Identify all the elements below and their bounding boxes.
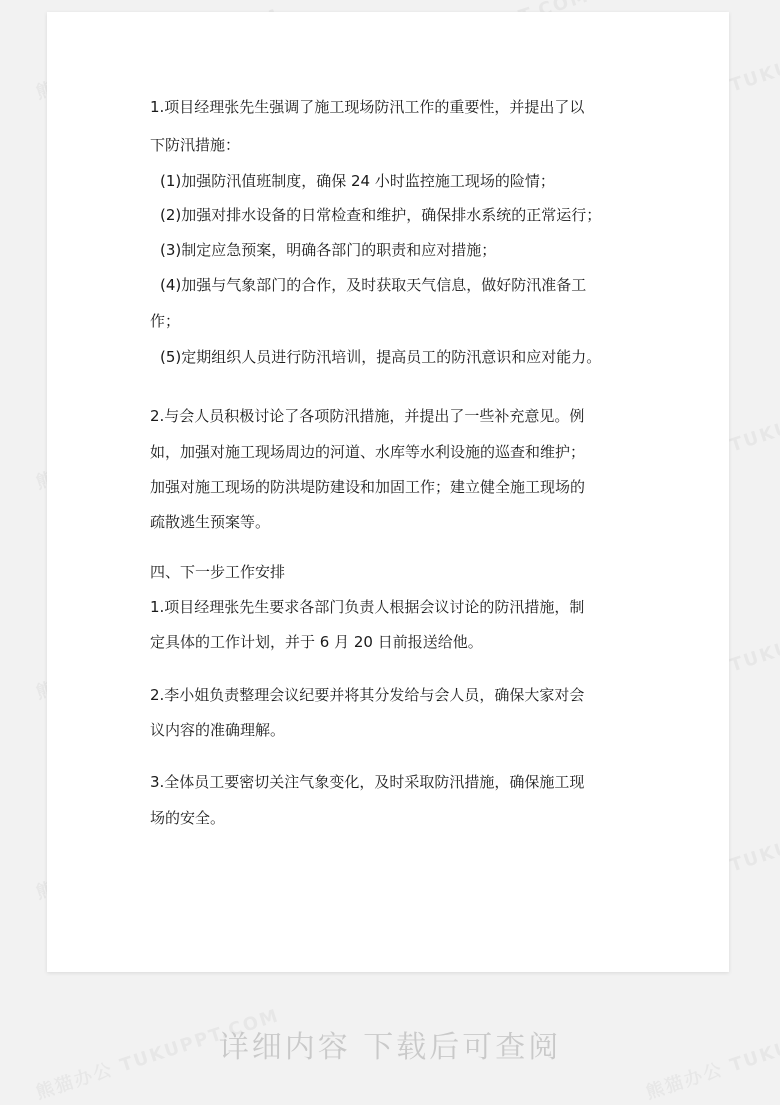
paragraph-line: 场的安全。: [150, 809, 226, 827]
list-item: (4)加强与气象部门的合作，及时获取天气信息，做好防汛准备工: [160, 276, 587, 294]
paragraph-line: 1.项目经理张先生强调了施工现场防汛工作的重要性，并提出了以: [150, 98, 585, 116]
paragraph-line: 如，加强对施工现场周边的河道、水库等水利设施的巡查和维护；: [150, 443, 586, 461]
paragraph-line: 3.全体员工要密切关注气象变化，及时采取防汛措施，确保施工现: [150, 773, 585, 791]
paragraph-line: 2.与会人员积极讨论了各项防汛措施，并提出了一些补充意见。例: [150, 407, 585, 425]
paragraph-line: 疏散逃生预案等。: [150, 513, 271, 531]
paragraph-line: 作；: [150, 312, 181, 330]
list-item: (2)加强对排水设备的日常检查和维护，确保排水系统的正常运行；: [160, 206, 602, 224]
section-heading: 四、下一步工作安排: [150, 563, 286, 581]
paragraph-line: 加强对施工现场的防洪堤防建设和加固工作；建立健全施工现场的: [150, 478, 586, 496]
document-page: [47, 12, 729, 972]
paragraph-line: 定具体的工作计划，并于 6 月 20 日前报送给他。: [150, 633, 483, 651]
list-item: (1)加强防汛值班制度，确保 24 小时监控施工现场的险情；: [160, 172, 555, 190]
paragraph-line: 2.李小姐负责整理会议纪要并将其分发给与会人员，确保大家对会: [150, 686, 585, 704]
paragraph-line: 下防汛措施：: [150, 136, 241, 154]
list-item: (3)制定应急预案，明确各部门的职责和应对措施；: [160, 241, 497, 259]
list-item: (5)定期组织人员进行防汛培训，提高员工的防汛意识和应对能力。: [160, 348, 602, 366]
paragraph-line: 1.项目经理张先生要求各部门负责人根据会议讨论的防汛措施，制: [150, 598, 585, 616]
paragraph-line: 议内容的准确理解。: [150, 721, 286, 739]
download-hint: 详细内容 下载后可查阅: [218, 1030, 562, 1065]
